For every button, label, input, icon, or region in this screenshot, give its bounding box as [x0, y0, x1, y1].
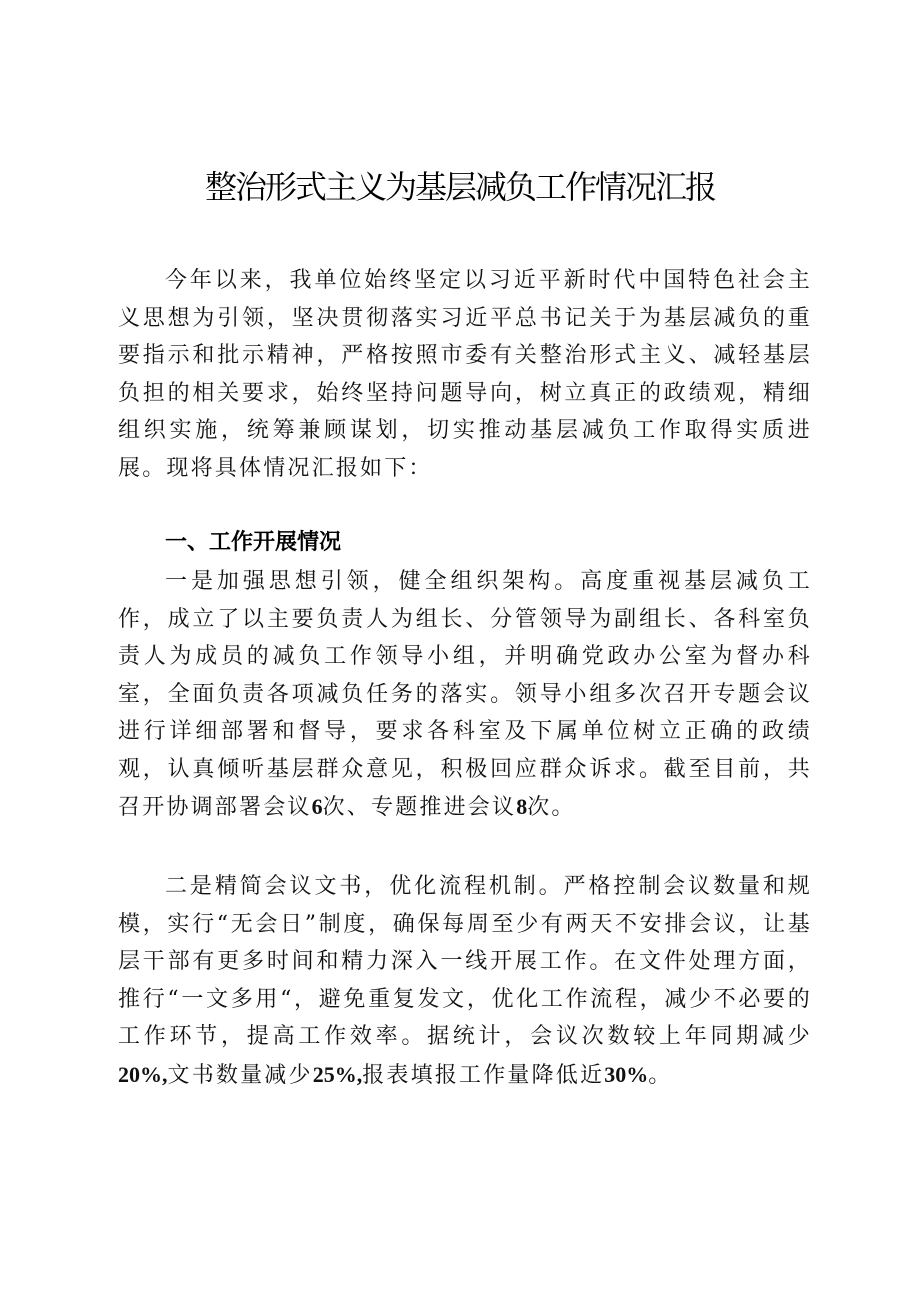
paragraph-streamlining: [118, 868, 812, 1094]
paragraph-text: 。: [648, 1062, 673, 1088]
meeting-count-coordination: 6: [311, 794, 323, 819]
paragraph-text: 次。: [527, 795, 576, 820]
intro-paragraph: 今年以来，我单位始终坚定以习近平新时代中国特色社会主义思想为引领，坚决贯彻落实习近平总书记关于为基层减负的重要指示和批示精神，严格按照市委有关整治形式主义、减轻基层负担的相关要求，始终坚持问题导向，树立真正的政绩观，精细组织实施，统筹兼顾谋划，切实推动基层减负工作取得实质进展。现将具体情况汇报如下：: [118, 268, 812, 481]
paragraph-text: 次、专题推进会议: [322, 795, 517, 820]
document-reduction-percent: 25%,: [312, 1061, 363, 1087]
paragraph-organization: [118, 563, 812, 827]
meeting-count-special: 8: [516, 794, 528, 819]
paragraph-text: 文书数量减少: [167, 1062, 313, 1088]
report-reduction-percent: 30%: [604, 1061, 649, 1087]
paragraph-text: 一是加强思想引领，健全组织架构。高度重视基层减负工作，成立了以主要负责人为组长、分管领导为副组长、各科室负责人为成员的减负工作领导小组，并明确党政办公室为督办科室，全面负责各项减负任务的落实。领导小组多次召开专题会议进行详细部署和督导，要求各科室及下属单位树立正确的政绩观，认真倾听基层群众意见，积极回应群众诉求。截至目前，共召开协调部署会议: [118, 569, 812, 820]
document-title: 整治形式主义为基层减负工作情况汇报: [204, 168, 715, 206]
meeting-reduction-percent: 20%,: [118, 1061, 168, 1087]
paragraph-text: 报表填报工作量降低近: [362, 1062, 605, 1088]
section-heading: 一、工作开展情况: [165, 530, 342, 555]
paragraph-text: 二是精简会议文书，优化流程机制。严格控制会议数量和规模，实行“无会日”制度，确保每周至少有两天不安排会议，让基层干部有更多时间和精力深入一线开展工作。在文件处理方面，推行“一文多用“，避免重复发文，优化工作流程，减少不必要的工作环节，提高工作效率。据统计，会议次数较上年同期减少: [118, 874, 812, 1049]
